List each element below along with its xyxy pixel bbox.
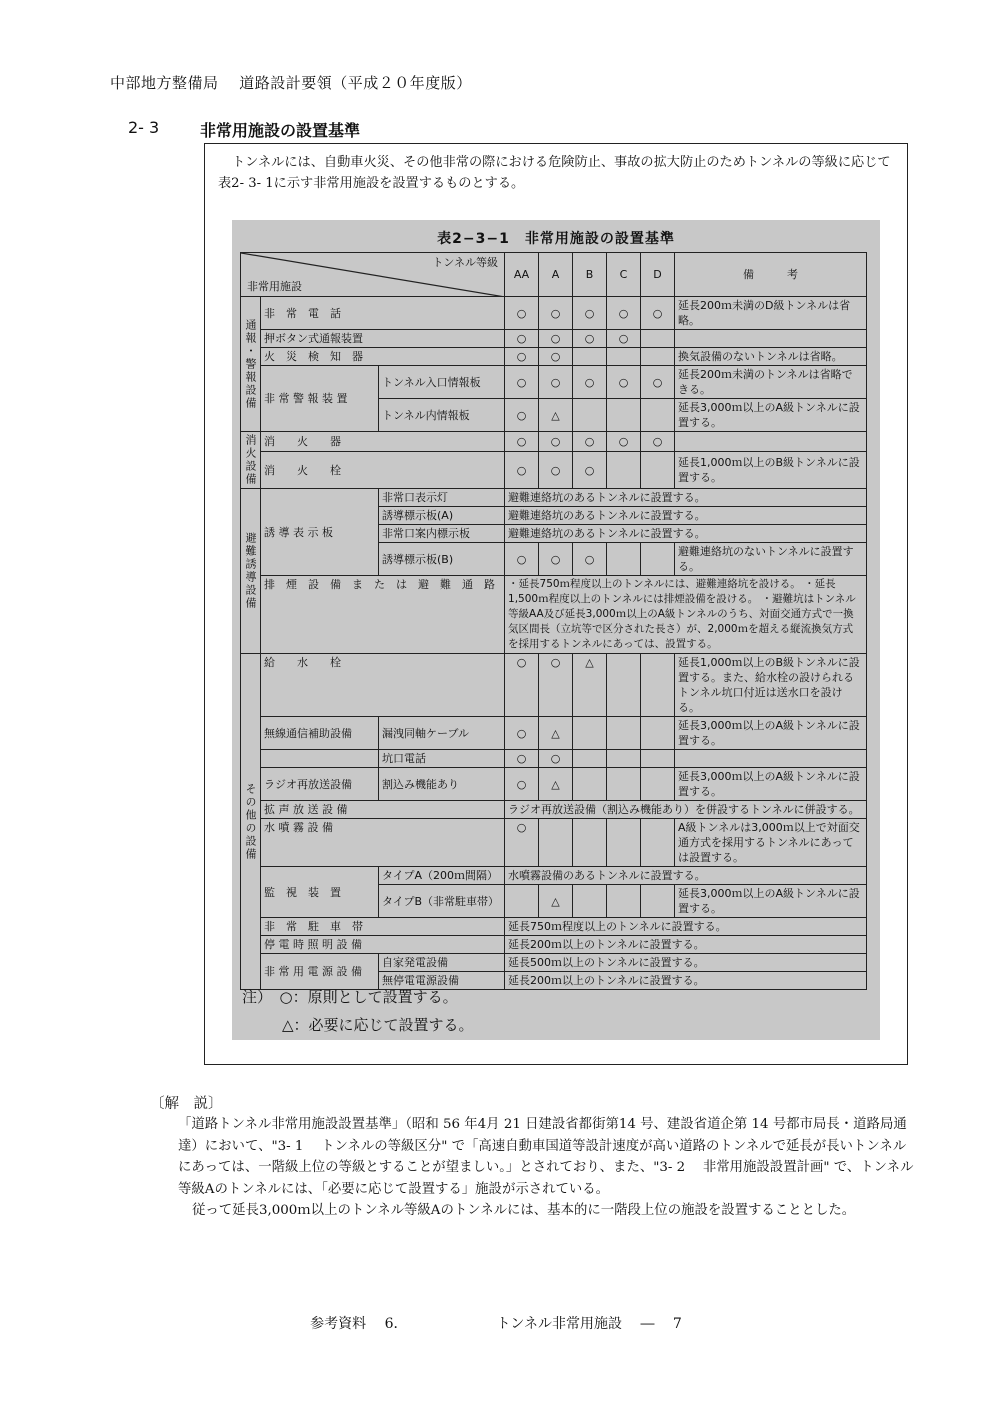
mark: ○ — [505, 819, 539, 867]
mark — [641, 330, 675, 348]
facility-name: 非 常 用 電 源 設 備 — [261, 954, 379, 990]
remark: 避難連絡坑のあるトンネルに設置する。 — [505, 489, 867, 507]
facility-name: ラジオ再放送設備 — [261, 768, 379, 801]
table-row — [241, 936, 867, 954]
facility-name: 火 災 検 知 器 — [261, 348, 505, 366]
mark: ○ — [607, 330, 641, 348]
remark: 延長200ｍ未満のD級トンネルは省略。 — [675, 297, 867, 330]
header-diagonal-cell — [241, 253, 505, 297]
facility-name: 拡 声 放 送 設 備 — [261, 801, 505, 819]
table-row — [241, 654, 867, 717]
mark — [641, 750, 675, 768]
mark: ○ — [539, 432, 573, 452]
remarks-header: 備 考 — [675, 253, 867, 297]
facility-name: 消 火 栓 — [261, 452, 505, 489]
mark: ○ — [505, 750, 539, 768]
mark — [641, 717, 675, 750]
table-row — [241, 330, 867, 348]
facility-name: 停 電 時 照 明 設 備 — [261, 936, 505, 954]
facility-name: 非 常 警 報 装 置 — [261, 366, 379, 432]
remark: 換気設備のないトンネルは省略。 — [675, 348, 867, 366]
mark: ○ — [505, 452, 539, 489]
facility-sub: タイプB（非常駐車帯） — [379, 885, 505, 918]
mark — [573, 717, 607, 750]
remark: 延長3,000ｍ以上のA級トンネルに設置する。 — [675, 885, 867, 918]
table-row — [241, 717, 867, 750]
footer-left: 参考資料 6． — [310, 1316, 408, 1332]
remark: 延長750ｍ程度以上のトンネルに設置する。 — [505, 918, 867, 936]
mark — [539, 819, 573, 867]
table-row — [241, 750, 867, 768]
remark: ラジオ再放送設備（割込み機能あり）を併設するトンネルに併設する。 — [505, 801, 867, 819]
table-row — [241, 366, 867, 399]
table-row — [241, 954, 867, 972]
category-hinan: 避難誘導設備 — [241, 489, 261, 654]
intro-paragraph: トンネルには、自動車火災、その他非常の際における危険防止、事故の拡大防止のためトンネルの等級に応じて表2- 3- 1に示す非常用施設を設置するものとする。 — [218, 155, 891, 191]
mark: ○ — [607, 366, 641, 399]
mark: ○ — [505, 432, 539, 452]
mark: ○ — [641, 297, 675, 330]
grade-a: A — [539, 253, 573, 297]
table-row — [241, 432, 867, 452]
mark: ○ — [539, 348, 573, 366]
facility-name: 非 常 駐 車 帯 — [261, 918, 505, 936]
remark: 延長3,000ｍ以上のA級トンネルに設置する。 — [675, 717, 867, 750]
mark: ○ — [505, 297, 539, 330]
remark: 延長3,000ｍ以上のA級トンネルに設置する。 — [675, 399, 867, 432]
mark — [607, 768, 641, 801]
mark: ○ — [539, 654, 573, 717]
mark — [573, 348, 607, 366]
mark: △ — [539, 768, 573, 801]
mark — [641, 452, 675, 489]
facility-sub: 自家発電設備 — [379, 954, 505, 972]
table-note-circle: 注） ○：原則として設置する。 — [242, 988, 458, 1006]
mark — [641, 654, 675, 717]
intro-text — [218, 152, 898, 194]
facility-name: 消 火 器 — [261, 432, 505, 452]
table-row — [241, 489, 867, 507]
table-row — [241, 348, 867, 366]
table-row — [241, 819, 867, 867]
grade-c: C — [607, 253, 641, 297]
remark: ・延長750ｍ程度以上のトンネルには、避難連絡坑を設ける。 ・延長1,500ｍ程度以上のトンネルには排煙設備を設ける。 ・避難坑はトンネル等級AA及び延長3,000ｍ以上のA級トンネルのうち、対面交通方式で一換気区間長（立坑等で区分された長さ）が、2,000ｍを超える縦流換気方式を採用するトンネルにあっては、設置する。 — [505, 576, 867, 654]
mark: △ — [573, 654, 607, 717]
mark: ○ — [539, 366, 573, 399]
remark: 延長1,000ｍ以上のB級トンネルに設置する。 — [675, 452, 867, 489]
facility-name: 排 煙 設 備 ま た は 避 難 通 路 — [261, 576, 505, 654]
facility-sub: 坑口電話 — [379, 750, 505, 768]
mark — [573, 399, 607, 432]
mark: △ — [539, 885, 573, 918]
mark — [641, 543, 675, 576]
table-row — [241, 801, 867, 819]
mark — [607, 348, 641, 366]
footer-right: トンネル非常用施設 ― 7 — [496, 1316, 682, 1332]
mark: ○ — [607, 297, 641, 330]
facility-name — [261, 750, 379, 768]
mark — [607, 399, 641, 432]
mark — [607, 885, 641, 918]
grade-b: B — [573, 253, 607, 297]
mark — [641, 348, 675, 366]
grade-d: D — [641, 253, 675, 297]
mark — [641, 399, 675, 432]
mark — [505, 885, 539, 918]
facility-name: 無線通信補助設備 — [261, 717, 379, 750]
remark — [675, 750, 867, 768]
mark — [641, 819, 675, 867]
facility-sub: 非常口表示灯 — [379, 489, 505, 507]
table-title: 表2−3−1 非常用施設の設置基準 — [437, 231, 675, 247]
remark: 延長1,000ｍ以上のB級トンネルに設置する。また、給水栓の設けられるトンネル坑口付近は送水口を設ける。 — [675, 654, 867, 717]
facility-name: 給 水 栓 — [261, 654, 505, 717]
commentary-paragraph: 「道路トンネル非常用施設設置基準」（昭和 56 年4月 21 日建設省都街第14 号、建設省道企第 14 号都市局長・道路局通達）において、"3- 1 トンネルの等級区分" で「高速自動車国道等設計速度が高い道路のトンネルで延長が長いトンネルにあっては、一階級上位の等級とすることが望ましい。」とされており、また、"3- 2 非常用施設設置計画" で、トンネル等級Aのトンネルには、「必要に応じて設置する」施設が示されている。 — [178, 1117, 914, 1197]
category-tsuho: 通報・警報設備 — [241, 297, 261, 432]
mark: ○ — [539, 543, 573, 576]
mark: ○ — [573, 366, 607, 399]
remark: 避難連絡坑のないトンネルに設置する。 — [675, 543, 867, 576]
table-row — [241, 768, 867, 801]
mark — [641, 885, 675, 918]
mark: ○ — [505, 330, 539, 348]
table-row — [241, 452, 867, 489]
remark: 延長200ｍ以上のトンネルに設置する。 — [505, 972, 867, 990]
mark — [607, 717, 641, 750]
commentary-paragraph: 従って延長3,000ｍ以上のトンネル等級Aのトンネルには、基本的に一階段上位の施設を設置することとした。 — [192, 1203, 856, 1218]
facility-sub: 無停電電源設備 — [379, 972, 505, 990]
mark: ○ — [641, 432, 675, 452]
section-title: 非常用施設の設置基準 — [200, 121, 361, 140]
facility-name: 監 視 装 置 — [261, 867, 379, 918]
mark: ○ — [505, 543, 539, 576]
facility-sub: トンネル入口情報板 — [379, 366, 505, 399]
scanned-table-image — [232, 220, 880, 1040]
facility-name: 誘 導 表 示 板 — [261, 489, 379, 576]
facility-name: 水 噴 霧 設 備 — [261, 819, 505, 867]
remark — [675, 330, 867, 348]
mark: ○ — [641, 366, 675, 399]
table-row — [241, 867, 867, 885]
mark: ○ — [505, 768, 539, 801]
mark: ○ — [539, 330, 573, 348]
header-grade-label: トンネル等級 — [432, 256, 499, 269]
mark — [607, 750, 641, 768]
mark — [607, 819, 641, 867]
mark: ○ — [505, 366, 539, 399]
mark: ○ — [505, 399, 539, 432]
mark — [573, 819, 607, 867]
facility-sub: タイプA（200ｍ間隔） — [379, 867, 505, 885]
remark — [675, 432, 867, 452]
commentary-body — [178, 1114, 918, 1222]
mark: ○ — [505, 654, 539, 717]
mark: ○ — [539, 297, 573, 330]
page-footer — [0, 1313, 992, 1333]
remark: 延長200ｍ以上のトンネルに設置する。 — [505, 936, 867, 954]
mark: ○ — [573, 543, 607, 576]
table-wrapper — [240, 252, 866, 990]
remark: 延長3,000ｍ以上のA級トンネルに設置する。 — [675, 768, 867, 801]
table-row — [241, 297, 867, 330]
mark: ○ — [573, 297, 607, 330]
facility-sub: 誘導標示板(B) — [379, 543, 505, 576]
mark: ○ — [539, 452, 573, 489]
mark — [573, 750, 607, 768]
facility-sub: 割込み機能あり — [379, 768, 505, 801]
remark: 延長500ｍ以上のトンネルに設置する。 — [505, 954, 867, 972]
remark: 水噴霧設備のあるトンネルに設置する。 — [505, 867, 867, 885]
facility-sub: 非常口案内標示板 — [379, 525, 505, 543]
mark: △ — [539, 717, 573, 750]
grade-aa: AA — [505, 253, 539, 297]
facility-name: 押ボタン式通報装置 — [261, 330, 505, 348]
mark: ○ — [539, 750, 573, 768]
mark: ○ — [573, 452, 607, 489]
facility-sub: 誘導標示板(A) — [379, 507, 505, 525]
document-header: 中部地方整備局 道路設計要領（平成２０年度版） — [110, 74, 472, 92]
category-shoka: 消火設備 — [241, 432, 261, 489]
mark: ○ — [573, 432, 607, 452]
mark — [573, 885, 607, 918]
mark: ○ — [607, 432, 641, 452]
mark: ○ — [573, 330, 607, 348]
section-number: 2- 3 — [128, 118, 160, 137]
mark: △ — [539, 399, 573, 432]
remark: 避難連絡坑のあるトンネルに設置する。 — [505, 525, 867, 543]
remark: A級トンネルは3,000ｍ以上で対面交通方式を採用するトンネルにあっては設置する。 — [675, 819, 867, 867]
facility-sub: 漏洩同軸ケーブル — [379, 717, 505, 750]
table-row — [241, 576, 867, 654]
header-facility-label: 非常用施設 — [247, 280, 302, 293]
remark: 避難連絡坑のあるトンネルに設置する。 — [505, 507, 867, 525]
table-header-row — [241, 253, 867, 297]
commentary-heading: 〔解 説〕 — [150, 1096, 223, 1112]
mark — [607, 543, 641, 576]
facility-table — [240, 252, 867, 990]
mark — [607, 452, 641, 489]
mark — [573, 768, 607, 801]
mark — [607, 654, 641, 717]
mark: ○ — [505, 348, 539, 366]
table-note-triangle: △：必要に応じて設置する。 — [282, 1016, 474, 1034]
remark: 延長200ｍ未満のトンネルは省略できる。 — [675, 366, 867, 399]
category-sonota: その他の設備 — [241, 654, 261, 990]
table-row — [241, 918, 867, 936]
facility-sub: トンネル内情報板 — [379, 399, 505, 432]
mark — [641, 768, 675, 801]
mark: ○ — [505, 717, 539, 750]
facility-name: 非 常 電 話 — [261, 297, 505, 330]
